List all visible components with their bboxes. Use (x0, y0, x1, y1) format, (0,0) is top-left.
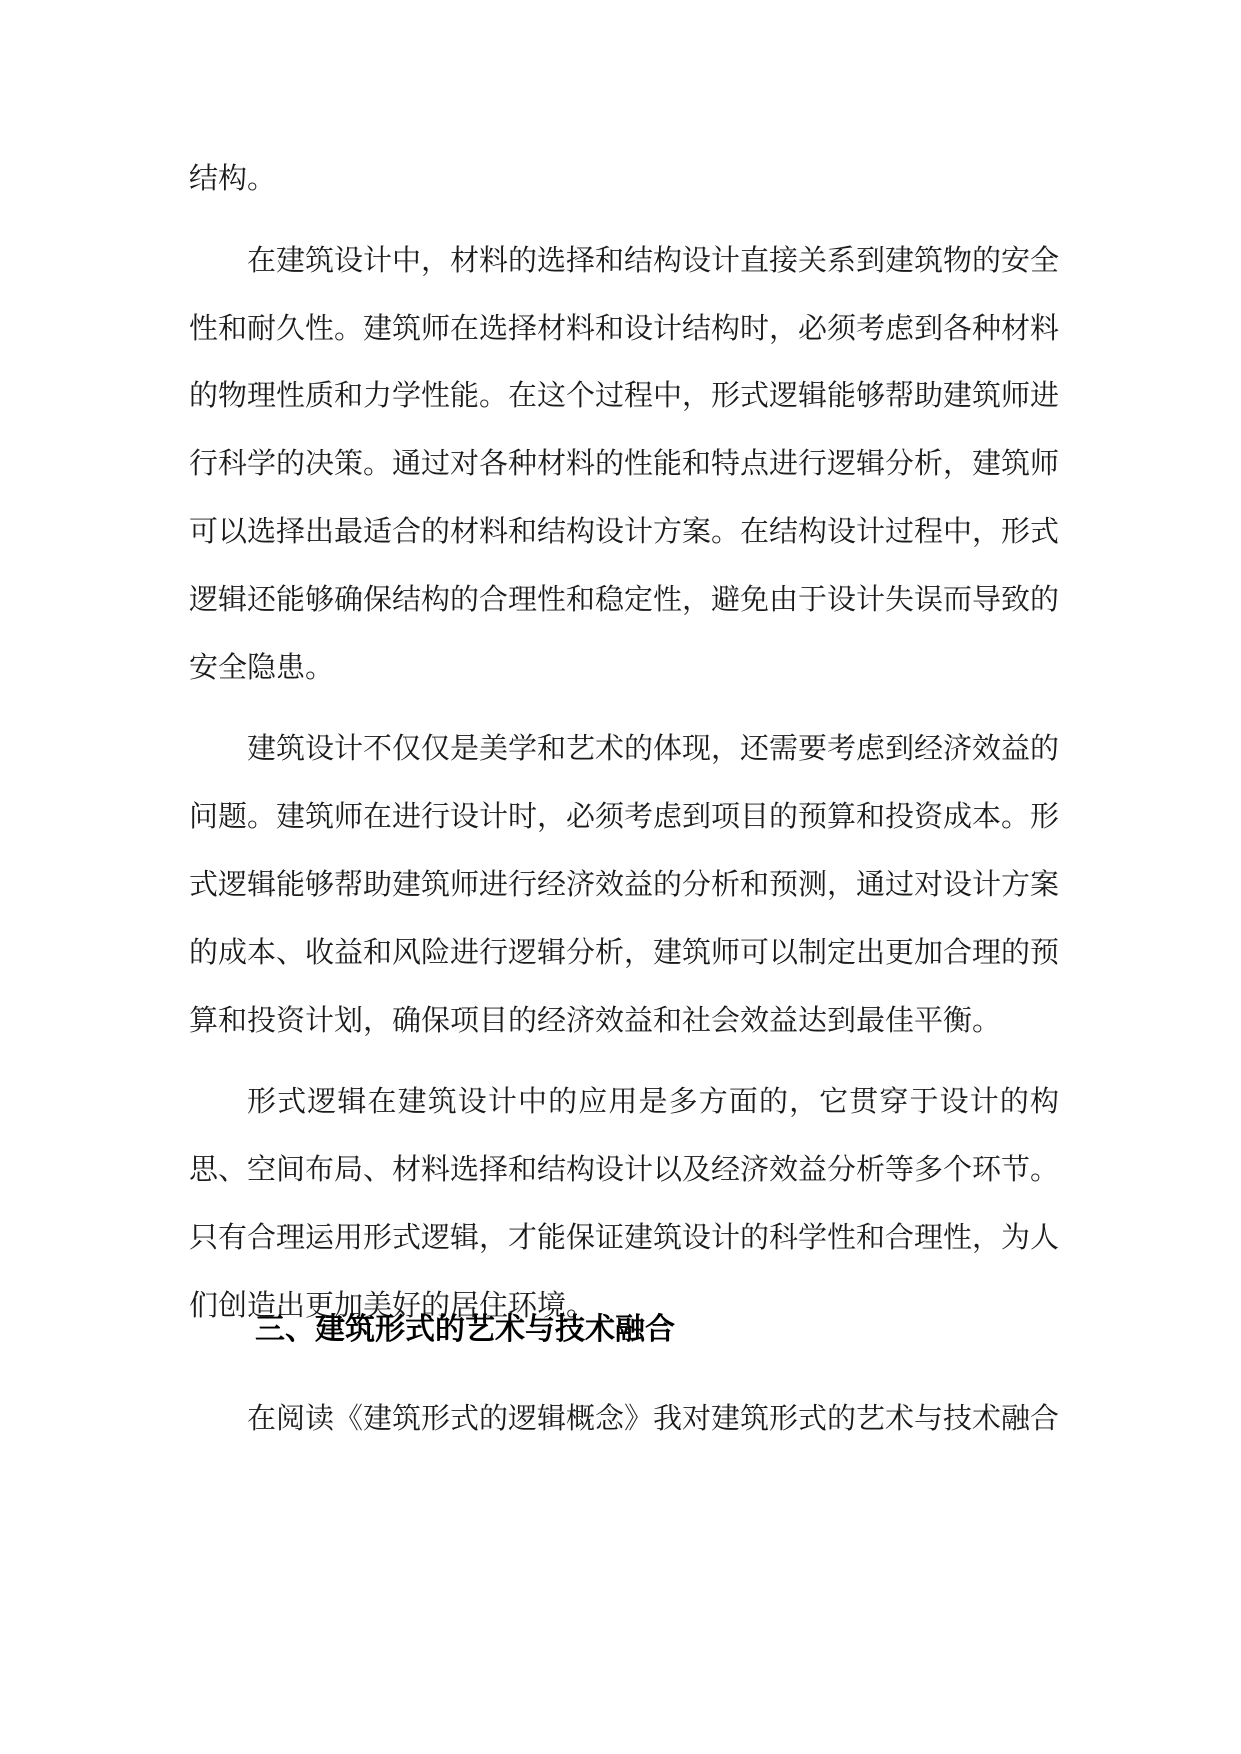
body-text-after-heading (189, 1385, 1059, 1453)
paragraph-continued: 结构。 (189, 161, 277, 195)
paragraph-economic-benefit: 建筑设计不仅仅是美学和艺术的体现，还需要考虑到经济效益的问题。建筑师在进行设计时，必须考虑到项目的预算和投资成本。形式逻辑能够帮助建筑师进行经济效益的分析和预测，通过对设计方案的成本、收益和风险进行逻辑分析，建筑师可以制定出更加合理的预算和投资计划，确保项目的经济效益和社会效益达到最佳平衡。 (189, 731, 1060, 1037)
paragraph-reading-intro: 在阅读《建筑形式的逻辑概念》我对建筑形式的艺术与技术融合 (247, 1401, 1060, 1435)
body-text (189, 145, 1059, 1340)
paragraph-materials-structure: 在建筑设计中，材料的选择和结构设计直接关系到建筑物的安全性和耐久性。建筑师在选择材料和设计结构时，必须考虑到各种材料的物理性质和力学性能。在这个过程中，形式逻辑能够帮助建筑师进行科学的决策。通过对各种材料的性能和特点进行逻辑分析，建筑师可以选择出最适合的材料和结构设计方案。在结构设计过程中，形式逻辑还能够确保结构的合理性和稳定性，避免由于设计失误而导致的安全隐患。 (189, 242, 1060, 684)
section-heading: 三、建筑形式的艺术与技术融合 (255, 1312, 675, 1347)
paragraph-summary: 形式逻辑在建筑设计中的应用是多方面的，它贯穿于设计的构思、空间布局、材料选择和结构设计以及经济效益分析等多个环节。只有合理运用形式逻辑，才能保证建筑设计的科学性和合理性，为人们创造出更加美好的居住环境。 (189, 1084, 1060, 1322)
